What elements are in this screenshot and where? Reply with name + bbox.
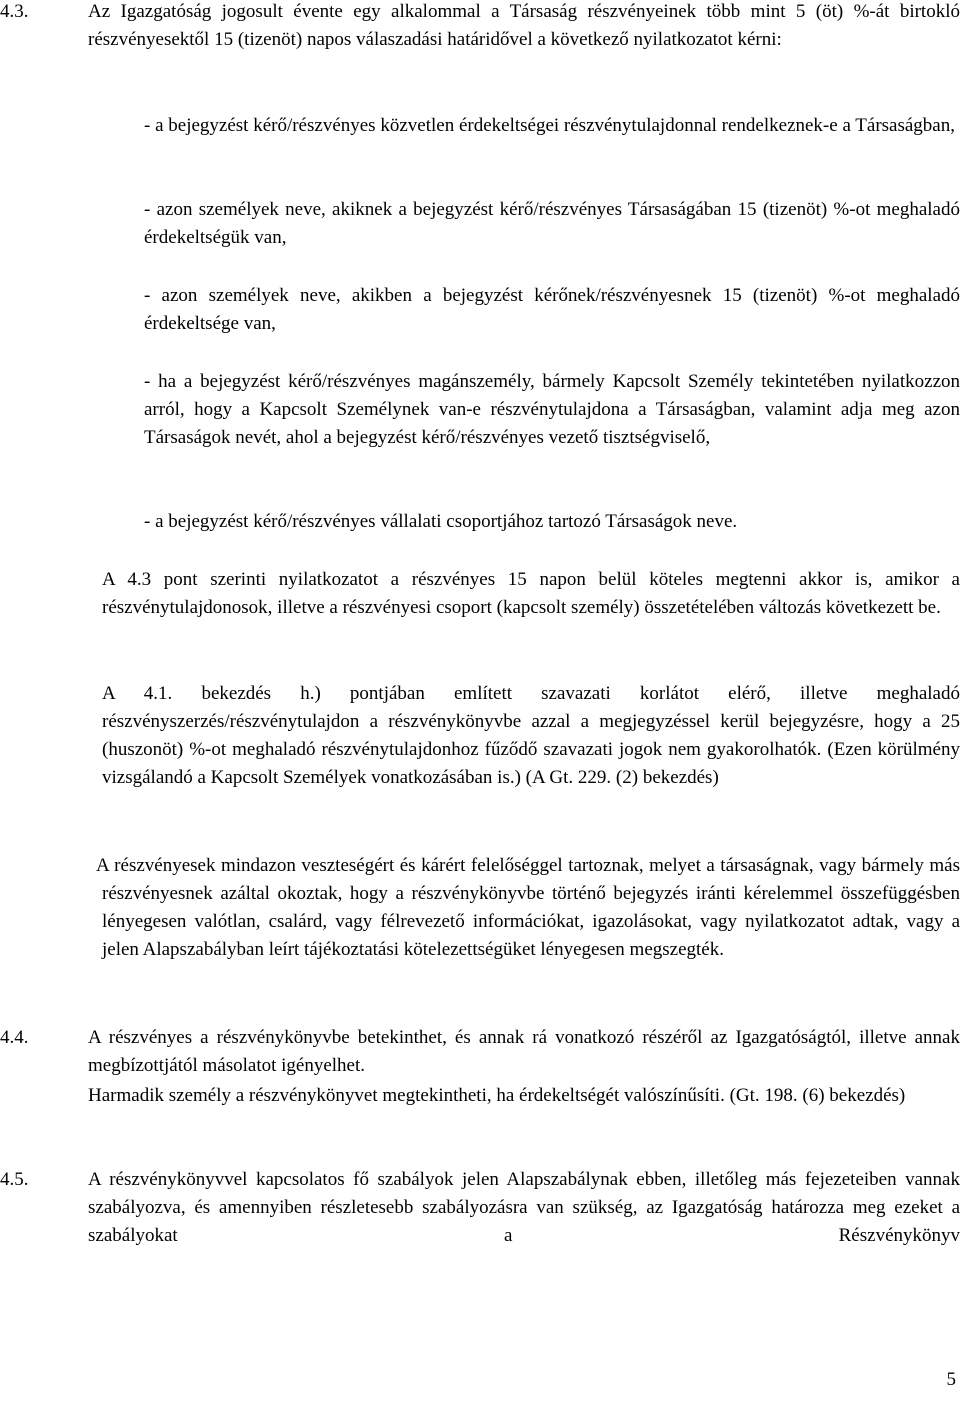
section-number-4-5: 4.5. (0, 1169, 29, 1190)
list-item: - azon személyek neve, akiknek a bejegyzést kérő/részvényes Társaságában 15 (tizenöt) %-ot meghaladó érdekeltségük van, (144, 199, 960, 248)
section-4-3-intro: Az Igazgatóság jogosult évente egy alkalommal a Társaság részvényeinek több mint 5 (öt) %-át birtokló részvényesektől 15 (tizenöt) napos válaszadási határidővel a következő nyilatkozatot kérni: (88, 1, 960, 50)
list-item: - ha a bejegyzést kérő/részvényes magánszemély, bármely Kapcsolt Személy tekintetében nyilatkozzon arról, hogy a Kapcsolt Személynek van-e részvénytulajdona a Társaságban, valamint adja meg azon Társaságok nevét, ahol a bejegyzést kérő/részvényes vezető tisztségviselő, (144, 371, 960, 448)
paragraph-liability: A részvényesek mindazon veszteségért és kárért felelőséggel tartoznak, melyet a társaságnak, vagy bármely más részvényesnek azáltal okoztak, hogy a részvénykönyvbe történő bejegyzés iránti kérelemmel összefüggésben lényegesen valótlan, csalárd, vagy félrevezető információkat, igazolásokat, vagy nyilatkozatot adtak, vagy a jelen Alapszabályban leírt tájékoztatási kötelezettségüket lényegesen megszegték. (96, 855, 960, 960)
list-item: - azon személyek neve, akikben a bejegyzést kérőnek/részvényesnek 15 (tizenöt) %-ot meghaladó érdekeltsége van, (144, 285, 960, 334)
paragraph-voting-limit: A 4.1. bekezdés h.) pontjában említett szavazati korlátot elérő, illetve meghaladó részvényszerzés/részvénytulajdon a részvénykönyvbe azzal a megjegyzéssel kerül bejegyzésre, hogy a 25 (huszonöt) %-ot meghaladó részvénytulajdonhoz fűződő szavazati jogok nem gyakorolhatók. (Ezen körülmény vizsgálandó a Kapcsolt Személyek vonatkozásában is.) (A Gt. 229. (2) bekezdés) (102, 683, 960, 788)
list-item: - a bejegyzést kérő/részvényes közvetlen érdekeltségei részvénytulajdonnal rendelkeznek-e a Társaságban, (144, 115, 955, 136)
section-number-4-4: 4.4. (0, 1027, 29, 1048)
section-number-4-3: 4.3. (0, 1, 29, 22)
list-item: - a bejegyzést kérő/részvényes vállalati csoportjához tartozó Társaságok neve. (144, 511, 738, 532)
paragraph-statement-change: A 4.3 pont szerinti nyilatkozatot a részvényes 15 napon belül köteles megtenni akkor is, amikor a részvénytulajdonosok, illetve a részvényesi csoport (kapcsolt személy) összetételében változás következett be. (102, 569, 960, 618)
section-4-4-third-party: Harmadik személy a részvénykönyvet megtekintheti, ha érdekeltségét valószínűsíti. (Gt. 198. (6) bekezdés) (88, 1085, 906, 1106)
section-4-4-text: A részvényes a részvénykönyvbe betekinthet, és annak rá vonatkozó részéről az Igazgatóságtól, illetve annak megbízottjától másolatot igényelhet. (88, 1027, 960, 1076)
section-4-5-text: A részvénykönyvvel kapcsolatos fő szabályok jelen Alapszabálynak ebben, illetőleg más fejezeteiben vannak szabályozva, és amennyiben részletesebb szabályozásra van szükség, az Igazgatóság határozza meg ezeket a szabályokat a Részvénykönyv (88, 1169, 960, 1246)
page-number: 5 (946, 1369, 956, 1390)
